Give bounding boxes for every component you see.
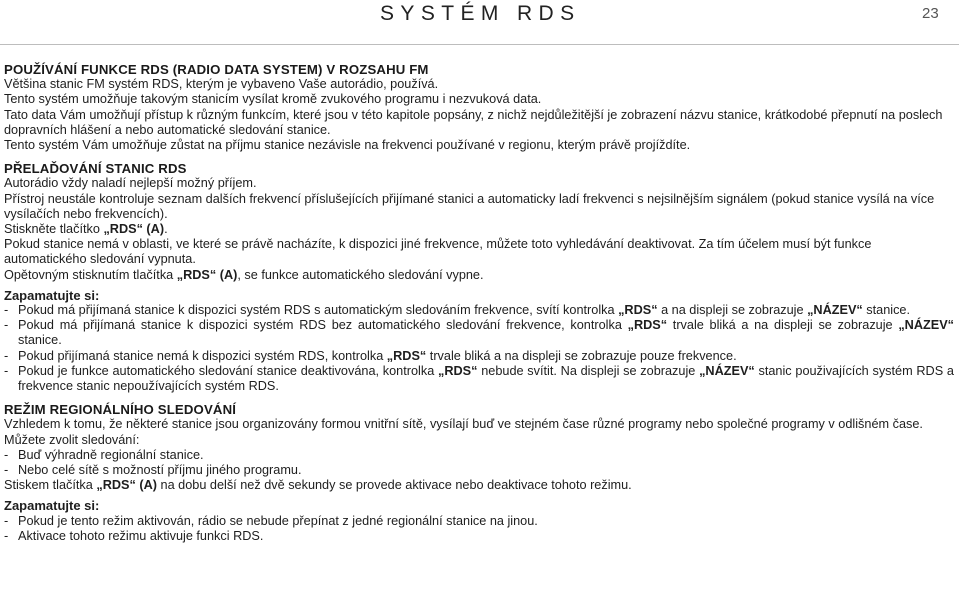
paragraph: Tento systém umožňuje takovým stanicím vysílat kromě zvukového programu i nezvuková data. bbox=[4, 92, 542, 107]
note-list bbox=[4, 514, 954, 544]
paragraph: Můžete zvolit sledování: bbox=[4, 432, 140, 447]
list-item: - Aktivace tohoto režimu aktivuje funkci RDS. bbox=[4, 528, 264, 543]
paragraph: Pokud stanice nemá v oblasti, ve které se právě nacházíte, k dispozici jiné frekvence, můžete toto vyhledávání deaktivovat. Za tím účelem musí být funkce automatického sledování vypnuta. bbox=[4, 237, 872, 267]
list-item: - Nebo celé sítě s možností příjmu jiného programu. bbox=[4, 463, 302, 478]
paragraph: Tato data Vám umožňují přístup k různým funkcím, které jsou v této kapitole popsány, z nichž nejdůležitější je zobrazení názvu stanice, krátkodobé přepnutí na poslech dopravních hlášení a nebo automatické sledování stanice. bbox=[4, 107, 943, 137]
page-number: 23 bbox=[922, 5, 939, 22]
paragraph: Autorádio vždy naladí nejlepší možný příjem. bbox=[4, 176, 257, 191]
rds-button-reference: „RDS“ (A) bbox=[176, 267, 238, 282]
section-heading-tuning: PŘELAĎOVÁNÍ STANIC RDS bbox=[4, 161, 187, 177]
paragraph: Většina stanic FM systém RDS, kterým je vybaveno Vaše autorádio, používá. bbox=[4, 77, 439, 92]
paragraph-press-rds: Stiskněte tlačítko „RDS“ (A). bbox=[4, 222, 168, 237]
list-item: - Pokud má přijímaná stanice k dispozici systém RDS bez automatického sledování frekvence, kontrolka „RDS“ trvale bliká a na displeji se zobrazuje „NÁZEV“ stanice. bbox=[4, 318, 954, 348]
list-item: - Pokud je funkce automatického sledování stanice deaktivována, kontrolka „RDS“ nebude svítit. Na displeji se zobrazuje „NÁZEV“ stanic použivajících systém RDS a frekvence stanic nepoužívajících systém RDS. bbox=[4, 363, 954, 394]
note-heading: Zapamatujte si: bbox=[4, 498, 100, 514]
header-divider bbox=[0, 44, 959, 45]
list-item: - Pokud je tento režim aktivován, rádio se nebude přepínat z jedné regionální stanice na jinou. bbox=[4, 513, 538, 528]
note-heading: Zapamatujte si: bbox=[4, 287, 100, 303]
list-item: - Pokud má přijímaná stanice k dispozici systém RDS s automatickým sledováním frekvence, svítí kontrolka „RDS“ a na displeji se zobrazuje „NÁZEV“ stanice. bbox=[4, 303, 911, 318]
option-list bbox=[4, 448, 954, 478]
paragraph: Přístroj neustále kontroluje seznam dalších frekvencí příslušejících přijímané stanici a automaticky ladí frekvenci s nejsilnějším signálem (pokud stanice vysílá na více vysílačích nebo frekvencích). bbox=[4, 191, 935, 221]
paragraph-repeat-rds: Opětovným stisknutím tlačítka „RDS“ (A), se funkce automatického sledování vypne. bbox=[4, 267, 484, 282]
document-body bbox=[4, 62, 954, 544]
paragraph: Tento systém Vám umožňuje zůstat na příjmu stanice nezávisle na frekvenci používané v regionu, kterým právě projíždíte. bbox=[4, 138, 691, 153]
page-title: SYSTÉM RDS bbox=[380, 2, 581, 25]
section-heading-rds-usage: POUŽÍVÁNÍ FUNKCE RDS (RADIO DATA SYSTEM) V ROZSAHU FM bbox=[4, 62, 429, 77]
section-heading-regional: REŽIM REGIONÁLNÍHO SLEDOVÁNÍ bbox=[4, 402, 237, 418]
rds-button-reference: „RDS“ (A) bbox=[96, 478, 157, 493]
list-item: - Buď výhradně regionální stanice. bbox=[4, 447, 204, 462]
paragraph-press-rds-long: Stiskem tlačítka „RDS“ (A) na dobu delší než dvě sekundy se provede aktivace nebo deaktivace tohoto režimu. bbox=[4, 478, 632, 493]
list-item: - Pokud přijímaná stanice nemá k dispozici systém RDS, kontrolka „RDS“ trvale bliká a na displeji se zobrazuje pouze frekvence. bbox=[4, 348, 737, 363]
rds-button-reference: „RDS“ (A) bbox=[103, 222, 165, 237]
paragraph: Vzhledem k tomu, že některé stanice jsou organizovány formou vnitřní sítě, vysílají buď ve stejném čase různé programy nebo společné programy v odlišném čase. bbox=[4, 417, 923, 432]
note-list bbox=[4, 303, 954, 394]
